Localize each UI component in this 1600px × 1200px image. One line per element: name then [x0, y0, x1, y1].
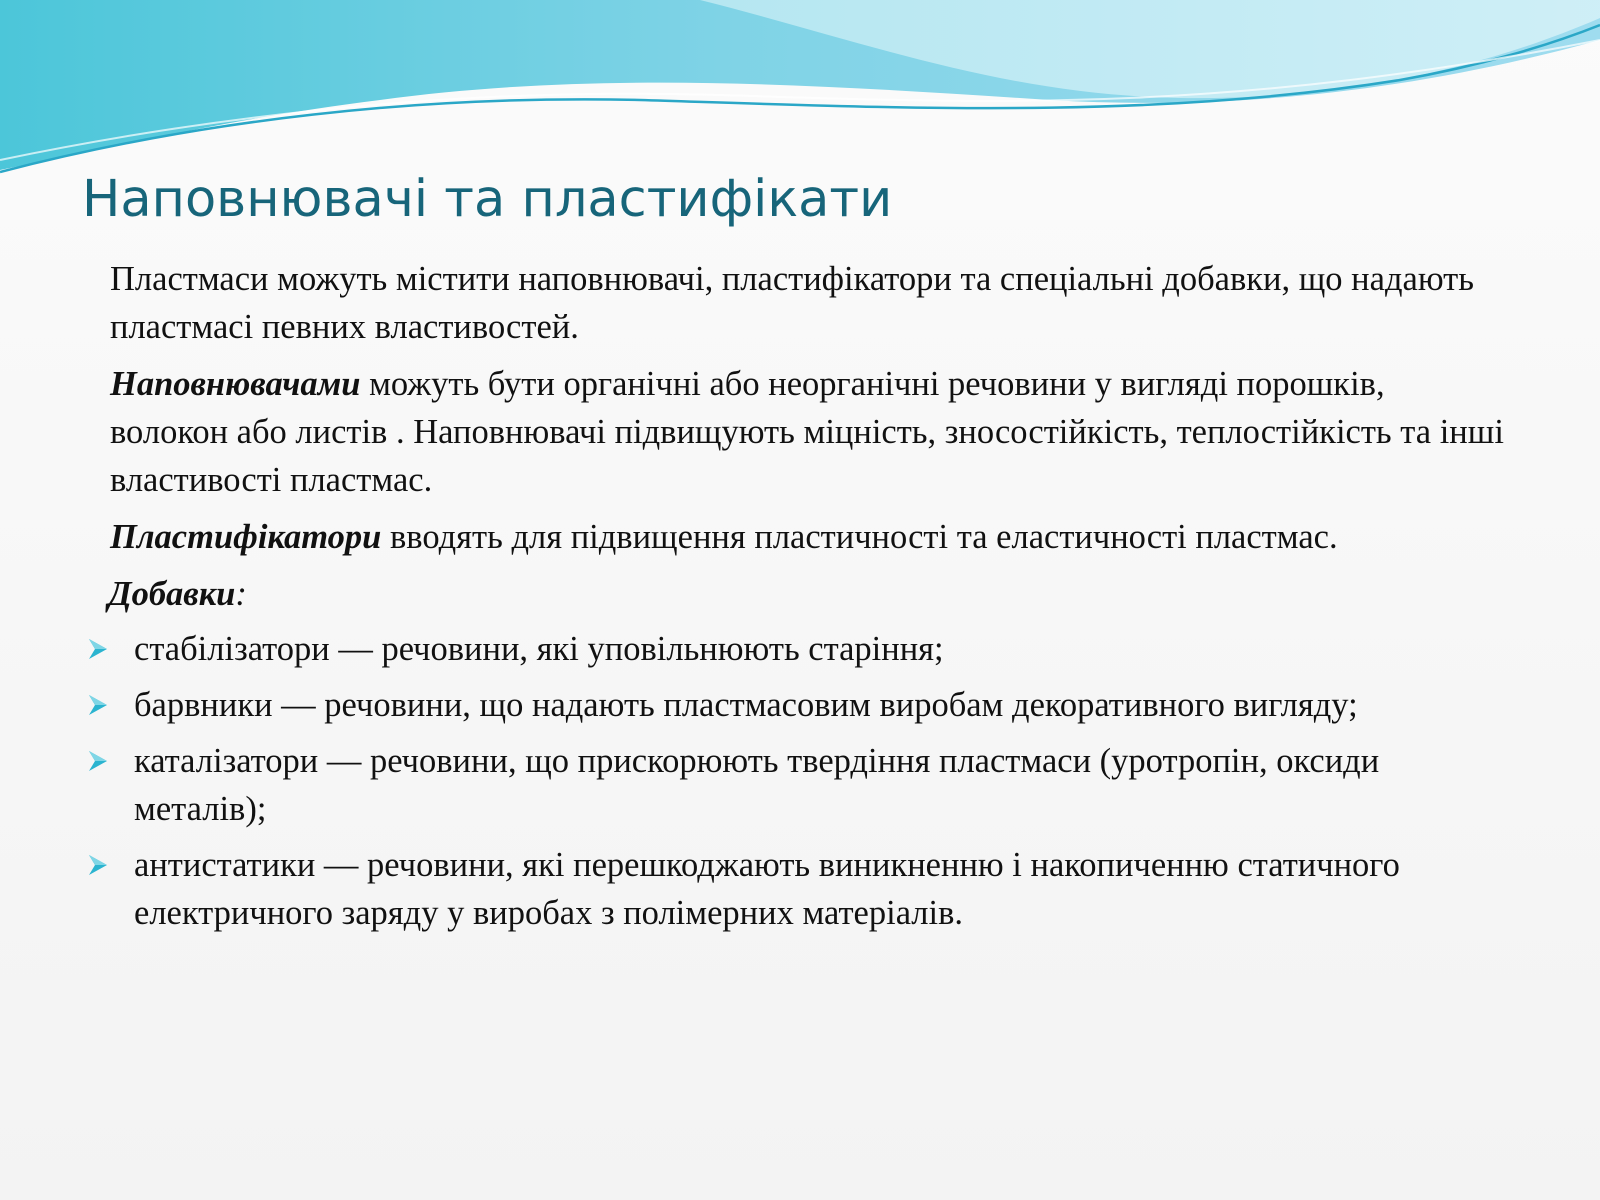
list-item-text: барвники — речовини, що надають пластмасовим виробам декоративного вигляду;: [134, 686, 1358, 724]
list-item-text: стабілізатори — речовини, які уповільнюють старіння;: [134, 630, 944, 668]
additives-list: [0, 625, 1600, 937]
plasticizers-term: Пластифікатори: [110, 518, 382, 556]
list-item: [0, 625, 1494, 673]
list-item: [0, 737, 1494, 833]
slide-body: [0, 255, 1600, 945]
additives-heading-colon: :: [235, 575, 247, 613]
chevron-right-arrow-icon: [86, 853, 110, 877]
intro-paragraph: Пластмаси можуть містити наповнювачі, пластифікатори та спеціальні добавки, що надають пластмасі певних властивостей.: [110, 260, 1474, 346]
slide-title: Наповнювачі та пластифікати: [82, 170, 893, 229]
additives-heading-text: Добавки: [108, 575, 236, 613]
chevron-right-arrow-icon: [86, 637, 110, 661]
plasticizers-paragraph: [110, 513, 1510, 561]
list-item-text: каталізатори — речовини, що прискорюють твердіння пластмаси (уротропін, оксиди металів);: [134, 742, 1380, 828]
chevron-right-arrow-icon: [86, 749, 110, 773]
additives-heading: [108, 570, 1508, 618]
list-item-text: антистатики — речовини, які перешкоджають виникненню і накопиченню статичного електричного заряду у виробах з полімерних матеріалів.: [134, 846, 1400, 932]
fillers-term: Наповнювачами: [110, 365, 361, 403]
fillers-text: можуть бути органічні або неорганічні речовини у вигляді порошків, волокон або листів . Наповнювачі підвищують міцність, зносостійкість, теплостійкість та інші властивості пластмас.: [110, 365, 1504, 499]
fillers-paragraph: [110, 360, 1510, 504]
chevron-right-arrow-icon: [86, 693, 110, 717]
list-item: [0, 681, 1494, 729]
list-item: [0, 841, 1494, 937]
plasticizers-text: вводять для підвищення пластичності та еластичності пластмас.: [381, 518, 1338, 556]
